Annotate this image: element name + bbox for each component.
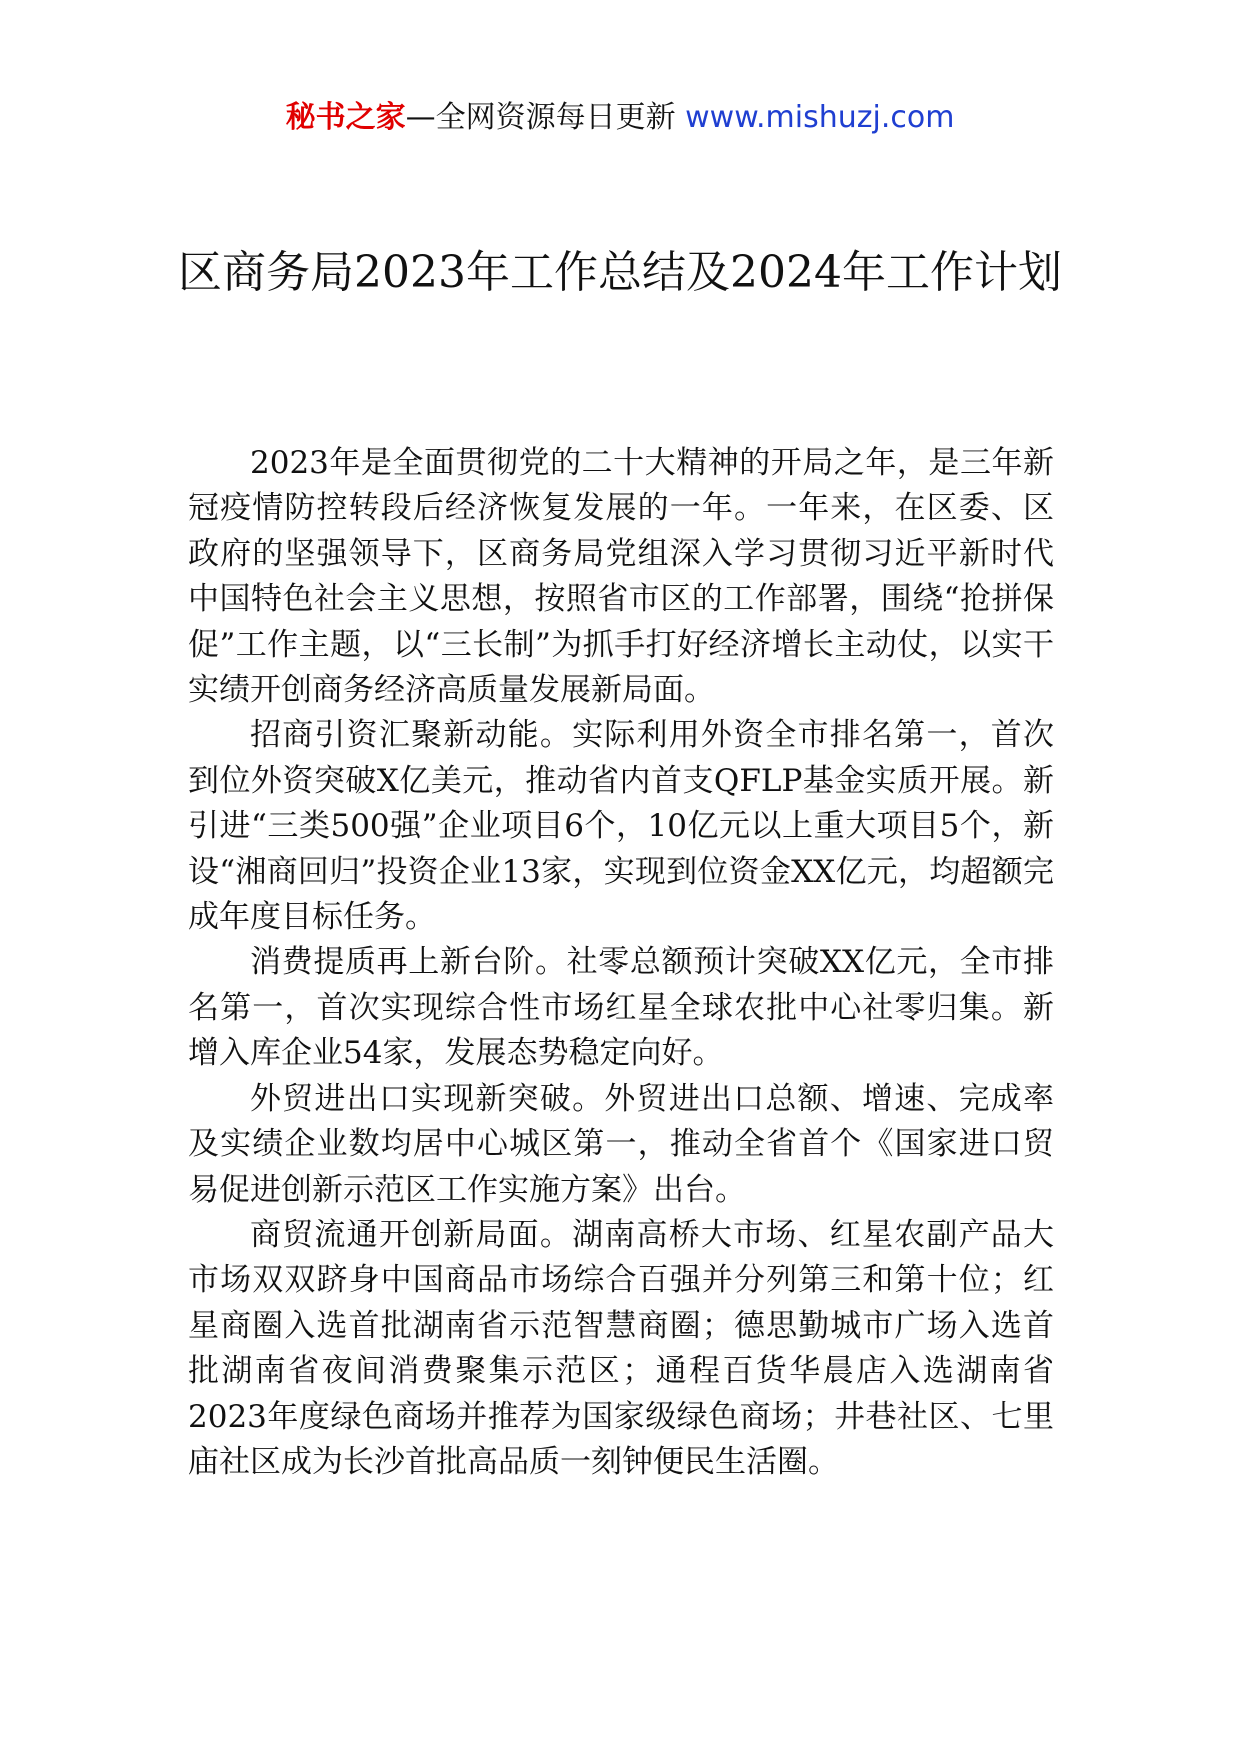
paragraph-consumption: 消费提质再上新台阶。社零总额预计突破XX亿元，全市排名第一，首次实现综合性市场红星全球农批中心社零归集。新增入库企业54家，发展态势稳定向好。 [188,944,1054,1072]
document-body [188,441,1054,1485]
paragraph-foreign-trade: 外贸进出口实现新突破。外贸进出口总额、增速、完成率及实绩企业数均居中心城区第一，推动全省首个《国家进口贸易促进创新示范区工作实施方案》出台。 [188,1080,1054,1208]
document-title: 区商务局2023年工作总结及2024年工作计划 [178,247,1062,298]
website-link[interactable]: www.mishuzj.com [685,100,955,135]
header-slogan: —全网资源每日更新 [405,100,676,135]
paragraph-commerce: 商贸流通开创新局面。湖南高桥大市场、红星农副产品大市场双双跻身中国商品市场综合百强并分列第三和第十位；红星商圈入选首批湖南省示范智慧商圈；德思勤城市广场入选首批湖南省夜间消费聚集示范区；通程百货华晨店入选湖南省2023年度绿色商场并推荐为国家级绿色商场；井巷社区、七里庙社区成为长沙首批高品质一刻钟便民生活圈。 [188,1216,1054,1480]
paragraph-investment: 招商引资汇聚新动能。实际利用外资全市排名第一，首次到位外资突破X亿美元，推动省内首支QFLP基金实质开展。新引进“三类500强”企业项目6个，10亿元以上重大项目5个，新设“湘商回归”投资企业13家，实现到位资金XX亿元，均超额完成年度目标任务。 [188,717,1054,936]
paragraph-intro: 2023年是全面贯彻党的二十大精神的开局之年，是三年新冠疫情防控转段后经济恢复发展的一年。一年来，在区委、区政府的坚强领导下，区商务局党组深入学习贯彻习近平新时代中国特色社会主义思想，按照省市区的工作部署，围绕“抢拼保促”工作主题，以“三长制”为抓手打好经济增长主动仗，以实干实绩开创商务经济高质量发展新局面。 [188,445,1054,709]
brand-name: 秘书之家 [285,100,406,135]
page-header [0,98,1240,138]
